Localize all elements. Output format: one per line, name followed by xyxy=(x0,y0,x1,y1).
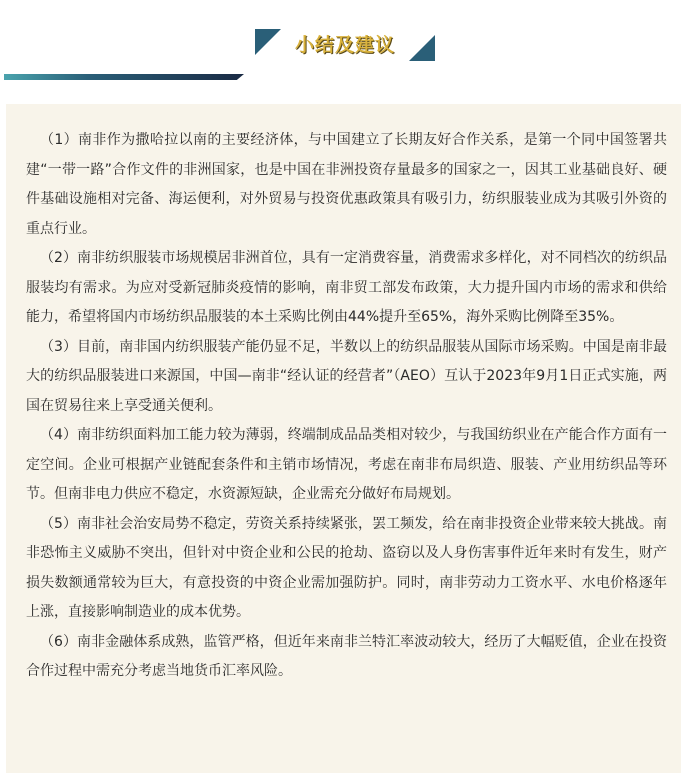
summary-content-box xyxy=(6,104,681,773)
title-right-triangle xyxy=(409,35,435,61)
paragraph-6: （6）南非金融体系成熟，监管严格，但近年来南非兰特汇率波动较大，经历了大幅贬值，企业在投资合作过程中需充分考虑当地货币汇率风险。 xyxy=(26,633,667,679)
paragraph-2: （2）南非纺织服装市场规模居非洲首位，具有一定消费容量，消费需求多样化，对不同档次的纺织品服装均有需求。为应对受新冠肺炎疫情的影响，南非贸工部发布政策，大力提升国内市场的需求和供给能力，希望将国内市场纺织品服装的本土采购比例由44%提升至65%，海外采购比例降至35%。 xyxy=(26,250,667,325)
paragraph-4: （4）南非纺织面料加工能力较为薄弱，终端制成品品类相对较少，与我国纺织业在产能合作方面有一定空间。企业可根据产业链配套条件和主销市场情况，考虑在南非布局织造、服装、产业用纺织品等环节。但南非电力供应不稳定，水资源短缺，企业需充分做好布局规划。 xyxy=(26,427,667,502)
section-title: 小结及建议 xyxy=(294,34,395,56)
header-underline-bar xyxy=(4,74,244,80)
section-title-badge xyxy=(255,27,435,61)
paragraph-5: （5）南非社会治安局势不稳定，劳资关系持续紧张，罢工频发，给在南非投资企业带来较大挑战。南非恐怖主义威胁不突出，但针对中资企业和公民的抢劫、盗窃以及人身伤害事件近年来时有发生，财产损失数额通常较为巨大，有意投资的中资企业需加强防护。同时，南非劳动力工资水平、水电价格逐年上涨，直接影响制造业的成本优势。 xyxy=(26,515,667,620)
section-header xyxy=(0,0,687,100)
paragraph-1: （1）南非作为撒哈拉以南的主要经济体，与中国建立了长期友好合作关系，是第一个同中国签署共建“一带一路”合作文件的非洲国家，也是中国在非洲投资存量最多的国家之一，因其工业基础良好、硬件基础设施相对完备、海运便利，对外贸易与投资优惠政策具有吸引力，纺织服装业成为其吸引外资的重点行业。 xyxy=(26,132,667,237)
paragraph-3: （3）目前，南非国内纺织服装产能仍显不足，半数以上的纺织品服装从国际市场采购。中国是南非最大的纺织品服装进口来源国，中国—南非“经认证的经营者”（AEO）互认于2023年9月1日正式实施，两国在贸易往来上享受通关便利。 xyxy=(26,338,667,414)
title-left-triangle xyxy=(255,29,281,55)
